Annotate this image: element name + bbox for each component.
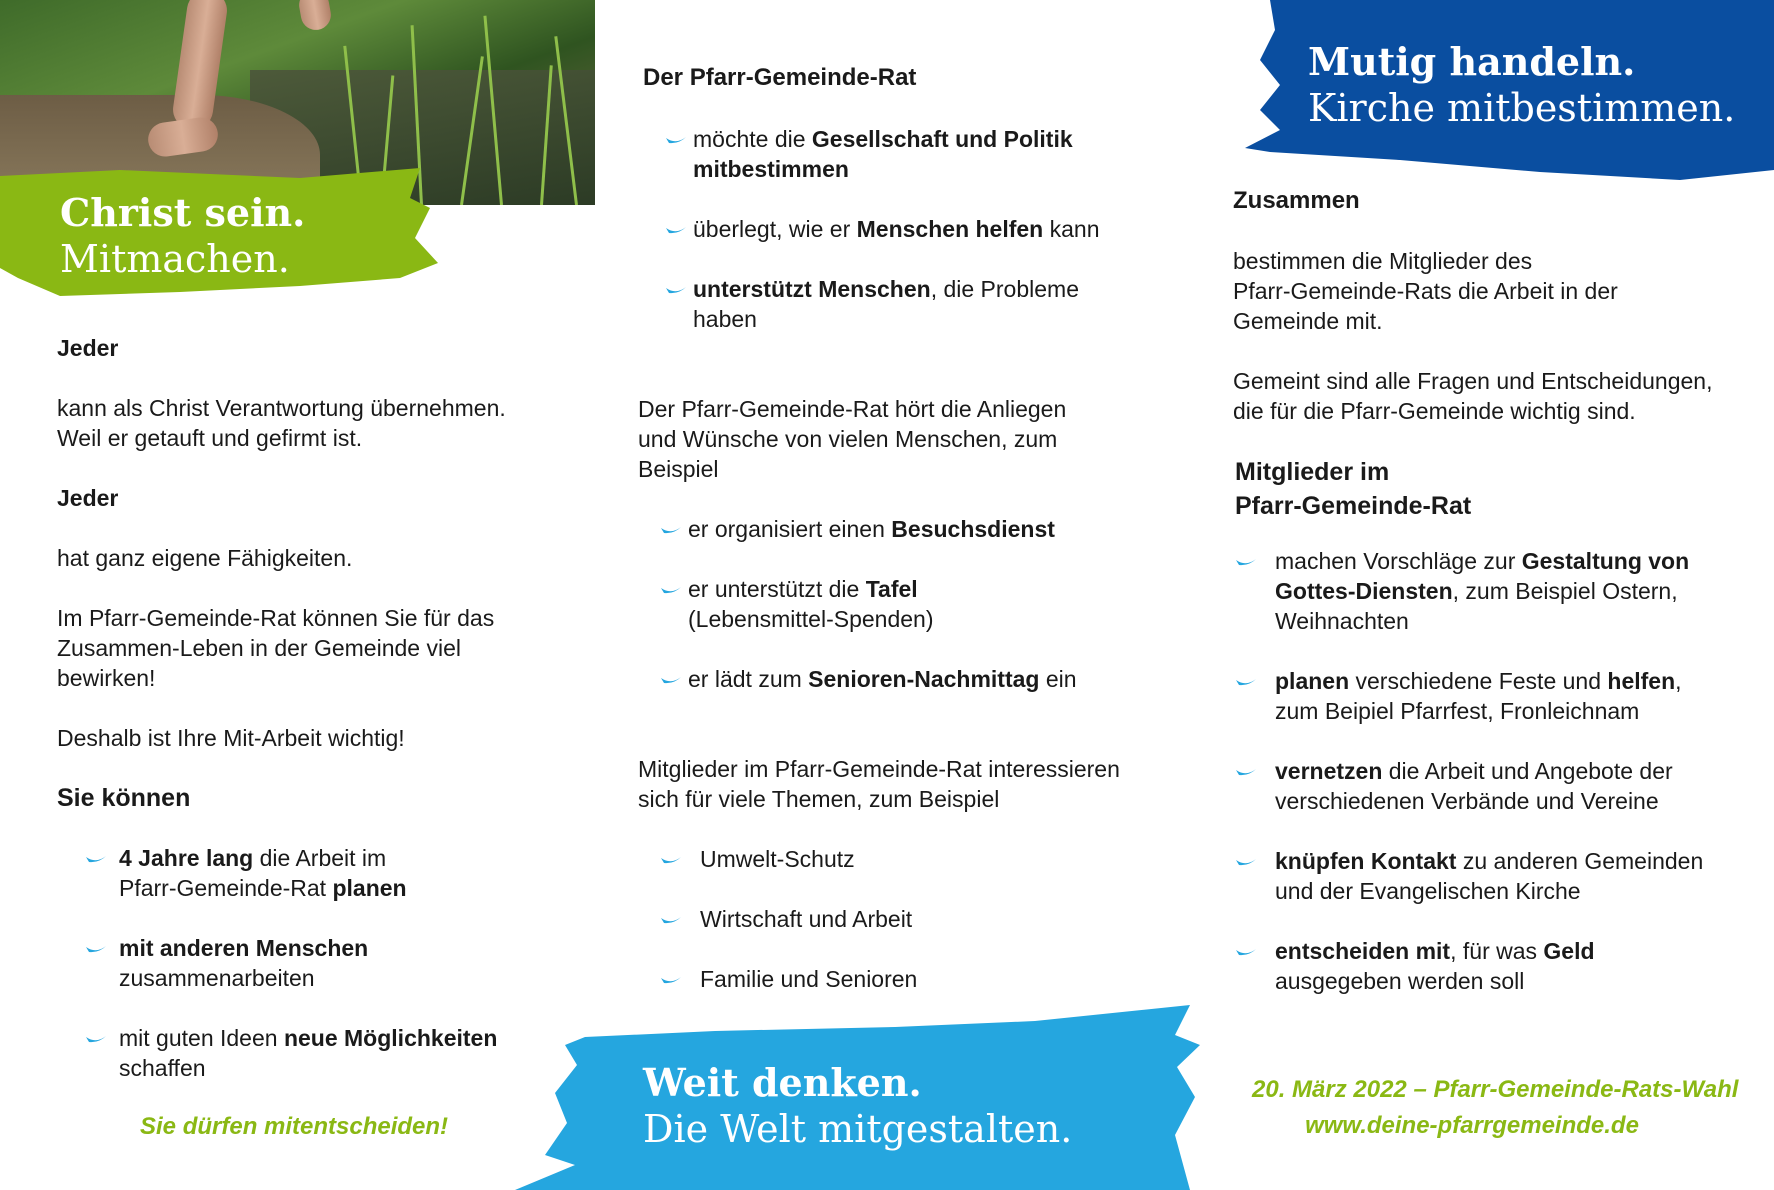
text: überlegt, wie er xyxy=(693,216,857,242)
list-item xyxy=(85,843,407,903)
paragraph: Im Pfarr-Gemeinde-Rat können Sie für das xyxy=(57,605,495,631)
topic-label: Wirtschaft und Arbeit xyxy=(700,906,913,932)
list-item xyxy=(660,664,1077,694)
paragraph: hat ganz eigene Fähigkeiten. xyxy=(57,545,353,571)
list-item xyxy=(660,574,933,634)
text-line: und Wünsche von vielen Menschen, zum xyxy=(638,426,1058,452)
text: er organisiert einen xyxy=(688,516,892,542)
list-item xyxy=(1235,546,1689,636)
list-item xyxy=(660,904,912,934)
list-item xyxy=(85,933,368,993)
text: , zum Beispiel Ostern, xyxy=(1452,578,1678,604)
banner-line-2: Kirche mitbestimmen. xyxy=(1308,86,1736,130)
paragraph: Deshalb ist Ihre Mit-Arbeit wichtig! xyxy=(57,725,405,751)
list-item xyxy=(665,274,1079,334)
paragraph: bewirken! xyxy=(57,665,156,691)
banner-mutig-handeln xyxy=(1240,0,1774,190)
list-item xyxy=(85,1023,497,1083)
election-date: 20. März 2022 – Pfarr-Gemeinde-Rats-Wahl xyxy=(1252,1076,1739,1103)
text: machen Vorschläge zur xyxy=(1275,548,1522,574)
bold-text: Menschen helfen xyxy=(856,216,1044,242)
list-item xyxy=(660,514,1055,544)
heading-der-pfarr-gemeinde-rat: Der Pfarr-Gemeinde-Rat xyxy=(643,64,917,91)
bold-text: 4 Jahre lang xyxy=(119,845,254,871)
text: Pfarr-Gemeinde-Rat xyxy=(119,875,333,901)
banner-line-2: Mitmachen. xyxy=(60,237,290,281)
text-line: Der Pfarr-Gemeinde-Rat hört die Anliegen xyxy=(638,396,1067,422)
text-line: Mitglieder im xyxy=(1235,458,1390,486)
bold-text: entscheiden mit xyxy=(1275,938,1451,964)
brush-bullet-icon xyxy=(660,855,682,865)
bold-text: vernetzen xyxy=(1275,758,1383,784)
text: , für was xyxy=(1450,938,1544,964)
banner-line-1: Christ sein. xyxy=(60,190,306,235)
banner-line-2: Die Welt mitgestalten. xyxy=(643,1107,1073,1151)
heading-mitglieder xyxy=(1235,455,1471,523)
topic-label: Familie und Senioren xyxy=(700,966,918,992)
text: er unterstützt die xyxy=(688,576,866,602)
heading-jeder-1: Jeder xyxy=(57,335,119,361)
text: er lädt zum xyxy=(688,666,809,692)
brush-bullet-icon xyxy=(1235,557,1257,567)
list-item xyxy=(665,124,1073,184)
banner-line-1: Weit denken. xyxy=(643,1060,922,1105)
text: , die Probleme xyxy=(930,276,1079,302)
paragraph: Zusammen-Leben in der Gemeinde viel xyxy=(57,635,461,661)
brush-bullet-icon xyxy=(665,225,687,235)
brush-bullet-icon xyxy=(85,1034,107,1044)
text-line: die für die Pfarr-Gemeinde wichtig sind. xyxy=(1233,398,1636,424)
text: zusammenarbeiten xyxy=(119,965,315,991)
bold-text: neue Möglichkeiten xyxy=(283,1025,498,1051)
paragraph xyxy=(638,394,1066,484)
brush-bullet-icon xyxy=(1235,857,1257,867)
bold-text: Senioren-Nachmittag xyxy=(808,666,1040,692)
topic-label: Umwelt-Schutz xyxy=(700,846,855,872)
paragraph xyxy=(1233,366,1712,426)
text-line: Pfarr-Gemeinde-Rats die Arbeit in der xyxy=(1233,278,1618,304)
heading-sie-koennen: Sie können xyxy=(57,784,191,812)
brush-bullet-icon xyxy=(665,285,687,295)
text: kann xyxy=(1043,216,1100,242)
bold-text: mit anderen Menschen xyxy=(119,935,369,961)
bold-text: unterstützt Menschen xyxy=(693,276,931,302)
list-item xyxy=(660,964,917,994)
banner-weit-denken xyxy=(515,1005,1215,1190)
closing-slogan: Sie dürfen mitentscheiden! xyxy=(140,1113,449,1140)
heading-jeder-2: Jeder xyxy=(57,485,119,511)
brush-bullet-icon xyxy=(1235,947,1257,957)
brush-bullet-icon xyxy=(1235,767,1257,777)
list-item xyxy=(660,844,855,874)
text: ausgegeben werden soll xyxy=(1275,968,1525,994)
website-url: www.deine-pfarrgemeinde.de xyxy=(1305,1112,1639,1139)
bold-text: helfen xyxy=(1607,668,1676,694)
brush-bullet-icon xyxy=(660,975,682,985)
bold-text: planen xyxy=(332,875,407,901)
text-line: sich für viele Themen, zum Beispiel xyxy=(638,786,1000,812)
banner-line-1: Mutig handeln. xyxy=(1308,39,1636,84)
list-item xyxy=(1235,666,1682,726)
text-line: Pfarr-Gemeinde-Rat xyxy=(1235,492,1472,520)
bold-text: Tafel xyxy=(865,576,918,602)
brush-bullet-icon xyxy=(85,854,107,864)
bold-text: Gottes-Diensten xyxy=(1275,578,1453,604)
brush-bullet-icon xyxy=(660,915,682,925)
text: zu anderen Gemeinden xyxy=(1456,848,1704,874)
brush-bullet-icon xyxy=(665,135,687,145)
paragraph: Weil er getauft und gefirmt ist. xyxy=(57,425,363,451)
paragraph: kann als Christ Verantwortung übernehmen. xyxy=(57,395,506,421)
text-line: bestimmen die Mitglieder des xyxy=(1233,248,1533,274)
list-item xyxy=(665,214,1100,244)
paragraph xyxy=(638,754,1120,814)
text: mit guten Ideen xyxy=(119,1025,284,1051)
text-line: Beispiel xyxy=(638,456,719,482)
bold-text: knüpfen Kontakt xyxy=(1275,848,1457,874)
bold-text: Geld xyxy=(1543,938,1595,964)
text: möchte die xyxy=(693,126,812,152)
text-line: Gemeinde mit. xyxy=(1233,308,1383,334)
text: verschiedenen Verbände und Vereine xyxy=(1275,788,1659,814)
text: die Arbeit und Angebote der xyxy=(1382,758,1673,784)
text: verschiedene Feste und xyxy=(1349,668,1608,694)
brush-bullet-icon xyxy=(660,675,682,685)
bold-text: mitbestimmen xyxy=(693,156,849,182)
bold-text: Besuchsdienst xyxy=(891,516,1055,542)
text: zum Beipiel Pfarrfest, Fronleichnam xyxy=(1275,698,1640,724)
bold-text: Gesellschaft und Politik xyxy=(811,126,1073,152)
text: Weihnachten xyxy=(1275,608,1409,634)
list-item xyxy=(1235,936,1595,996)
brush-bullet-icon xyxy=(660,585,682,595)
text-line: Gemeint sind alle Fragen und Entscheidungen, xyxy=(1233,368,1713,394)
heading-zusammen: Zusammen xyxy=(1233,187,1360,214)
brush-bullet-icon xyxy=(660,525,682,535)
bold-text: planen xyxy=(1275,668,1350,694)
text-line: Mitglieder im Pfarr-Gemeinde-Rat interessieren xyxy=(638,756,1120,782)
brush-bullet-icon xyxy=(85,944,107,954)
text: (Lebensmittel-Spenden) xyxy=(688,606,934,632)
list-item xyxy=(1235,846,1703,906)
banner-christ-sein xyxy=(0,168,440,298)
text: ein xyxy=(1039,666,1077,692)
bold-text: Gestaltung von xyxy=(1521,548,1690,574)
text: und der Evangelischen Kirche xyxy=(1275,878,1581,904)
brush-bullet-icon xyxy=(1235,677,1257,687)
paragraph xyxy=(1233,246,1618,336)
list-item xyxy=(1235,756,1673,816)
text: haben xyxy=(693,306,757,332)
text: schaffen xyxy=(119,1055,206,1081)
text: die Arbeit im xyxy=(253,845,387,871)
text: , xyxy=(1675,668,1682,694)
